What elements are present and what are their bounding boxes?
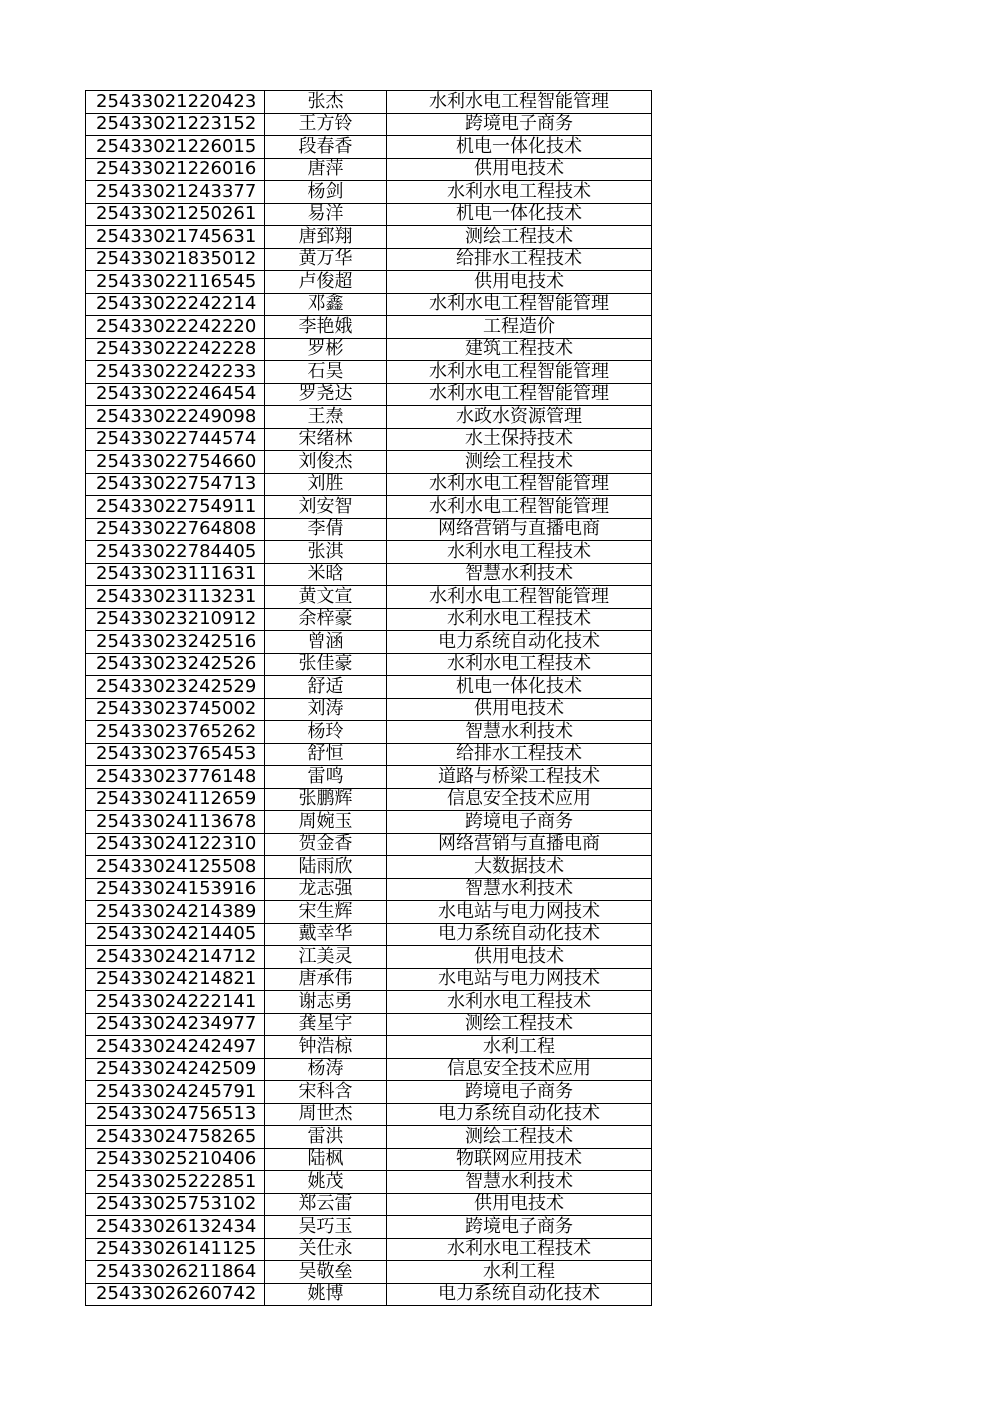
major-cell: 供用电技术: [387, 271, 652, 294]
student-name-cell: 李倩: [265, 518, 387, 541]
table-row: [86, 631, 652, 654]
student-name-cell: 雷鸣: [265, 766, 387, 789]
student-name-cell: 姚博: [265, 1283, 387, 1306]
student-name-cell: 罗彬: [265, 338, 387, 361]
table-row: [86, 991, 652, 1014]
student-name-cell: 邓鑫: [265, 293, 387, 316]
student-id-cell: 25433025222851: [86, 1171, 265, 1194]
student-id-cell: 25433024242497: [86, 1036, 265, 1059]
table-row: [86, 1171, 652, 1194]
student-name-cell: 米晗: [265, 563, 387, 586]
student-id-cell: 25433023113231: [86, 586, 265, 609]
major-cell: 水利水电工程技术: [387, 181, 652, 204]
major-cell: 供用电技术: [387, 946, 652, 969]
student-id-cell: 25433024153916: [86, 878, 265, 901]
student-id-cell: 25433024214712: [86, 946, 265, 969]
student-name-cell: 唐郅翔: [265, 226, 387, 249]
major-cell: 水电站与电力网技术: [387, 968, 652, 991]
table-row: [86, 293, 652, 316]
student-id-cell: 25433026211864: [86, 1261, 265, 1284]
student-name-cell: 黄文宣: [265, 586, 387, 609]
student-name-cell: 罗尧达: [265, 383, 387, 406]
student-id-cell: 25433024245791: [86, 1081, 265, 1104]
student-id-cell: 25433022249098: [86, 406, 265, 429]
table-row: [86, 203, 652, 226]
major-cell: 工程造价: [387, 316, 652, 339]
table-row: [86, 113, 652, 136]
student-id-cell: 25433023765453: [86, 743, 265, 766]
student-id-cell: 25433024214405: [86, 923, 265, 946]
student-name-cell: 唐萍: [265, 158, 387, 181]
student-name-cell: 唐承伟: [265, 968, 387, 991]
major-cell: 水土保持技术: [387, 428, 652, 451]
student-name-cell: 谢志勇: [265, 991, 387, 1014]
student-id-cell: 25433022242220: [86, 316, 265, 339]
student-name-cell: 陆枫: [265, 1148, 387, 1171]
major-cell: 水利工程: [387, 1261, 652, 1284]
student-name-cell: 宋绪林: [265, 428, 387, 451]
table-row: [86, 1283, 652, 1306]
table-row: [86, 608, 652, 631]
table-row: [86, 1126, 652, 1149]
student-name-cell: 宋科含: [265, 1081, 387, 1104]
student-name-cell: 刘胜: [265, 473, 387, 496]
table-row: [86, 833, 652, 856]
table-row: [86, 428, 652, 451]
table-row: [86, 586, 652, 609]
major-cell: 建筑工程技术: [387, 338, 652, 361]
table-row: [86, 676, 652, 699]
major-cell: 电力系统自动化技术: [387, 923, 652, 946]
student-name-cell: 刘涛: [265, 698, 387, 721]
major-cell: 机电一体化技术: [387, 676, 652, 699]
student-id-cell: 25433023111631: [86, 563, 265, 586]
student-id-cell: 25433021243377: [86, 181, 265, 204]
student-name-cell: 李艳娥: [265, 316, 387, 339]
student-id-cell: 25433024214389: [86, 901, 265, 924]
major-cell: 智慧水利技术: [387, 878, 652, 901]
major-cell: 水利水电工程技术: [387, 608, 652, 631]
student-id-cell: 25433024113678: [86, 811, 265, 834]
student-name-cell: 余梓豪: [265, 608, 387, 631]
table-row: [86, 271, 652, 294]
table-row: [86, 878, 652, 901]
major-cell: 给排水工程技术: [387, 248, 652, 271]
student-id-cell: 25433022764808: [86, 518, 265, 541]
table-row: [86, 158, 652, 181]
table-row: [86, 1216, 652, 1239]
major-cell: 大数据技术: [387, 856, 652, 879]
table-row: [86, 946, 652, 969]
major-cell: 供用电技术: [387, 158, 652, 181]
table-row: [86, 698, 652, 721]
major-cell: 网络营销与直播电商: [387, 518, 652, 541]
table-row: [86, 338, 652, 361]
student-id-cell: 25433021745631: [86, 226, 265, 249]
student-name-cell: 钟浩椋: [265, 1036, 387, 1059]
major-cell: 智慧水利技术: [387, 563, 652, 586]
student-name-cell: 姚茂: [265, 1171, 387, 1194]
student-id-cell: 25433025210406: [86, 1148, 265, 1171]
major-cell: 跨境电子商务: [387, 1081, 652, 1104]
student-name-cell: 张佳豪: [265, 653, 387, 676]
major-cell: 信息安全技术应用: [387, 788, 652, 811]
table-row: [86, 1238, 652, 1261]
student-id-cell: 25433024122310: [86, 833, 265, 856]
table-row: [86, 406, 652, 429]
student-id-cell: 25433026141125: [86, 1238, 265, 1261]
student-id-cell: 25433026132434: [86, 1216, 265, 1239]
major-cell: 水利水电工程智能管理: [387, 383, 652, 406]
major-cell: 电力系统自动化技术: [387, 1283, 652, 1306]
student-id-cell: 25433022754713: [86, 473, 265, 496]
table-row: [86, 766, 652, 789]
student-id-cell: 25433025753102: [86, 1193, 265, 1216]
table-row: [86, 136, 652, 159]
student-id-cell: 25433021226015: [86, 136, 265, 159]
student-name-cell: 龚星宇: [265, 1013, 387, 1036]
student-id-cell: 25433021250261: [86, 203, 265, 226]
student-name-cell: 舒适: [265, 676, 387, 699]
table-row: [86, 856, 652, 879]
table-row: [86, 811, 652, 834]
student-name-cell: 雷洪: [265, 1126, 387, 1149]
student-id-cell: 25433021223152: [86, 113, 265, 136]
student-id-cell: 25433024125508: [86, 856, 265, 879]
table-row: [86, 968, 652, 991]
table-row: [86, 361, 652, 384]
table-row: [86, 923, 652, 946]
student-id-cell: 25433021220423: [86, 91, 265, 114]
student-id-cell: 25433022754911: [86, 496, 265, 519]
major-cell: 跨境电子商务: [387, 113, 652, 136]
major-cell: 智慧水利技术: [387, 721, 652, 744]
student-id-cell: 25433023745002: [86, 698, 265, 721]
student-id-cell: 25433022116545: [86, 271, 265, 294]
major-cell: 水利水电工程技术: [387, 991, 652, 1014]
student-id-cell: 25433024214821: [86, 968, 265, 991]
major-cell: 跨境电子商务: [387, 1216, 652, 1239]
table-row: [86, 383, 652, 406]
major-cell: 电力系统自动化技术: [387, 631, 652, 654]
student-id-cell: 25433022242233: [86, 361, 265, 384]
table-row: [86, 451, 652, 474]
student-name-cell: 宋生辉: [265, 901, 387, 924]
table-row: [86, 1013, 652, 1036]
major-cell: 测绘工程技术: [387, 1013, 652, 1036]
student-name-cell: 杨涛: [265, 1058, 387, 1081]
student-table-body: [86, 91, 652, 1306]
table-row: [86, 721, 652, 744]
student-id-cell: 25433021835012: [86, 248, 265, 271]
major-cell: 测绘工程技术: [387, 1126, 652, 1149]
student-id-cell: 25433022246454: [86, 383, 265, 406]
major-cell: 水电站与电力网技术: [387, 901, 652, 924]
student-id-cell: 25433024112659: [86, 788, 265, 811]
student-name-cell: 郑云雷: [265, 1193, 387, 1216]
student-name-cell: 易洋: [265, 203, 387, 226]
student-id-cell: 25433023776148: [86, 766, 265, 789]
major-cell: 测绘工程技术: [387, 451, 652, 474]
major-cell: 水利水电工程智能管理: [387, 586, 652, 609]
table-row: [86, 226, 652, 249]
major-cell: 水利水电工程智能管理: [387, 361, 652, 384]
student-name-cell: 刘俊杰: [265, 451, 387, 474]
student-name-cell: 杨剑: [265, 181, 387, 204]
student-id-cell: 25433024756513: [86, 1103, 265, 1126]
student-id-cell: 25433023210912: [86, 608, 265, 631]
student-name-cell: 周世杰: [265, 1103, 387, 1126]
student-name-cell: 杨玲: [265, 721, 387, 744]
table-row: [86, 248, 652, 271]
table-row: [86, 901, 652, 924]
major-cell: 信息安全技术应用: [387, 1058, 652, 1081]
major-cell: 水利水电工程智能管理: [387, 473, 652, 496]
table-row: [86, 473, 652, 496]
student-name-cell: 吴巧玉: [265, 1216, 387, 1239]
major-cell: 水利水电工程技术: [387, 653, 652, 676]
student-name-cell: 关仕永: [265, 1238, 387, 1261]
table-row: [86, 1036, 652, 1059]
major-cell: 水利水电工程智能管理: [387, 293, 652, 316]
table-row: [86, 1081, 652, 1104]
table-row: [86, 91, 652, 114]
major-cell: 道路与桥梁工程技术: [387, 766, 652, 789]
major-cell: 测绘工程技术: [387, 226, 652, 249]
student-id-cell: 25433023765262: [86, 721, 265, 744]
table-row: [86, 181, 652, 204]
major-cell: 水利水电工程技术: [387, 1238, 652, 1261]
student-name-cell: 刘安智: [265, 496, 387, 519]
student-id-cell: 25433023242516: [86, 631, 265, 654]
student-name-cell: 王焘: [265, 406, 387, 429]
table-row: [86, 1148, 652, 1171]
student-name-cell: 黄万华: [265, 248, 387, 271]
student-name-cell: 段春香: [265, 136, 387, 159]
table-row: [86, 1103, 652, 1126]
major-cell: 供用电技术: [387, 1193, 652, 1216]
student-name-cell: 石昊: [265, 361, 387, 384]
major-cell: 给排水工程技术: [387, 743, 652, 766]
student-table: [85, 90, 652, 1306]
student-name-cell: 吴敬垒: [265, 1261, 387, 1284]
student-id-cell: 25433022754660: [86, 451, 265, 474]
table-row: [86, 1058, 652, 1081]
student-name-cell: 周婉玉: [265, 811, 387, 834]
student-id-cell: 25433022242228: [86, 338, 265, 361]
major-cell: 电力系统自动化技术: [387, 1103, 652, 1126]
student-id-cell: 25433023242526: [86, 653, 265, 676]
major-cell: 智慧水利技术: [387, 1171, 652, 1194]
student-id-cell: 25433024222141: [86, 991, 265, 1014]
student-name-cell: 江美灵: [265, 946, 387, 969]
major-cell: 网络营销与直播电商: [387, 833, 652, 856]
student-name-cell: 张鹏辉: [265, 788, 387, 811]
student-name-cell: 陆雨欣: [265, 856, 387, 879]
major-cell: 水利工程: [387, 1036, 652, 1059]
table-row: [86, 743, 652, 766]
table-row: [86, 541, 652, 564]
student-id-cell: 25433022744574: [86, 428, 265, 451]
major-cell: 机电一体化技术: [387, 203, 652, 226]
major-cell: 水利水电工程智能管理: [387, 496, 652, 519]
table-row: [86, 316, 652, 339]
student-id-cell: 25433021226016: [86, 158, 265, 181]
table-row: [86, 653, 652, 676]
student-name-cell: 龙志强: [265, 878, 387, 901]
major-cell: 水政水资源管理: [387, 406, 652, 429]
student-id-cell: 25433022784405: [86, 541, 265, 564]
student-name-cell: 曾涵: [265, 631, 387, 654]
student-name-cell: 张杰: [265, 91, 387, 114]
student-name-cell: 卢俊超: [265, 271, 387, 294]
major-cell: 跨境电子商务: [387, 811, 652, 834]
major-cell: 机电一体化技术: [387, 136, 652, 159]
student-id-cell: 25433023242529: [86, 676, 265, 699]
student-id-cell: 25433024242509: [86, 1058, 265, 1081]
student-id-cell: 25433024234977: [86, 1013, 265, 1036]
table-row: [86, 788, 652, 811]
student-name-cell: 张淇: [265, 541, 387, 564]
major-cell: 物联网应用技术: [387, 1148, 652, 1171]
student-id-cell: 25433026260742: [86, 1283, 265, 1306]
student-name-cell: 戴幸华: [265, 923, 387, 946]
table-row: [86, 518, 652, 541]
table-row: [86, 1261, 652, 1284]
table-row: [86, 496, 652, 519]
major-cell: 供用电技术: [387, 698, 652, 721]
student-name-cell: 舒恒: [265, 743, 387, 766]
student-id-cell: 25433024758265: [86, 1126, 265, 1149]
table-row: [86, 1193, 652, 1216]
major-cell: 水利水电工程技术: [387, 541, 652, 564]
major-cell: 水利水电工程智能管理: [387, 91, 652, 114]
student-name-cell: 王方铃: [265, 113, 387, 136]
table-row: [86, 563, 652, 586]
student-name-cell: 贺金香: [265, 833, 387, 856]
student-id-cell: 25433022242214: [86, 293, 265, 316]
